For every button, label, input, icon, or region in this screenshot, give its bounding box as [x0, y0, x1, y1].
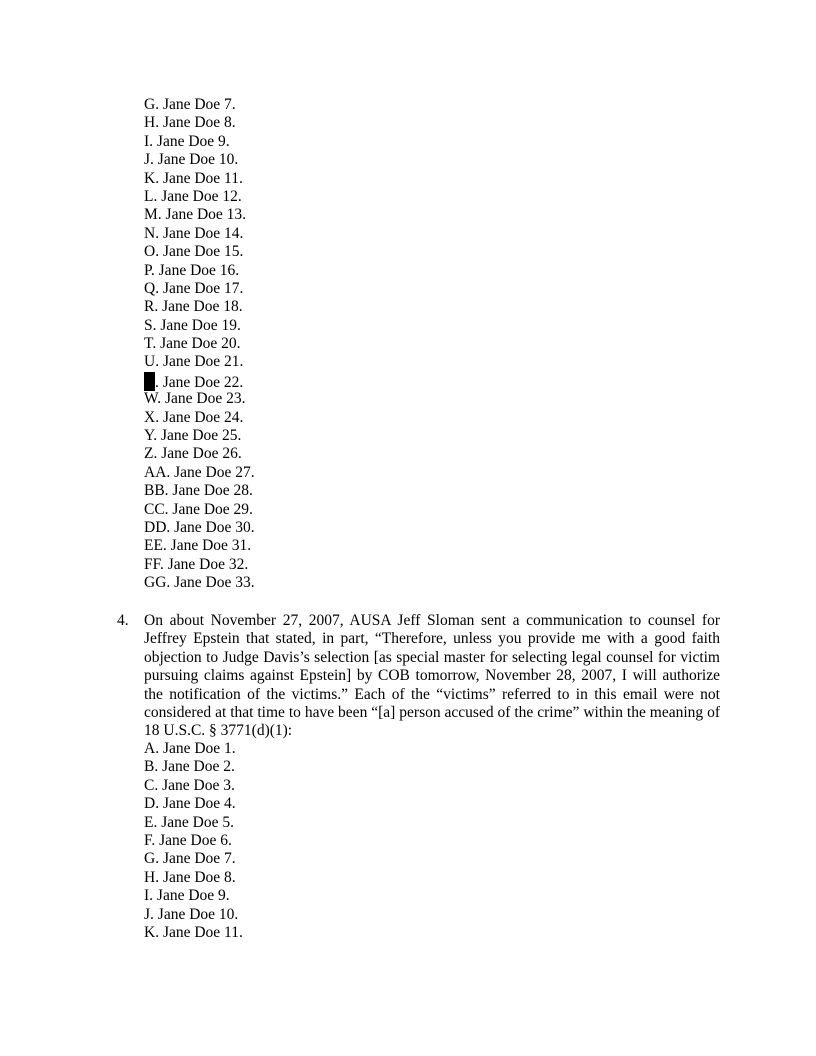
list-item: T. Jane Doe 20.: [144, 335, 241, 353]
list-item: FF. Jane Doe 32.: [144, 555, 249, 573]
paragraph-text: On about November 27, 2007, AUSA Jeff Sloman sent a communication to counsel for Jeffrey Epstein that stated, in part, “Therefore, unless you provide me with a good faith objection to Judge Davis’s selection [as special master for selecting legal counsel for victim pursuing claims against Epstein] by COB tomorrow, November 28, 2007, I will authorize the notification of the victims.” Each of the “victims” referred to in this email were not considered at that time to have been “[a] person accused of the crime” within the meaning of 18 U.S.C. § 3771(d)(1):: [144, 612, 720, 740]
list-item: X. Jane Doe 24.: [144, 408, 244, 426]
list-item: Z. Jane Doe 26.: [144, 445, 242, 463]
list-item: I. Jane Doe 9.: [144, 132, 230, 150]
list-item: A. Jane Doe 1.: [144, 740, 236, 757]
list-item: Y. Jane Doe 25.: [144, 427, 242, 445]
list-item: BB. Jane Doe 28.: [144, 482, 253, 500]
list-item: B. Jane Doe 2.: [144, 758, 235, 776]
list-item: O. Jane Doe 15.: [144, 243, 244, 261]
list-item: CC. Jane Doe 29.: [144, 500, 253, 518]
list-item: DD. Jane Doe 30.: [144, 518, 255, 536]
list-item: K. Jane Doe 11.: [144, 169, 243, 187]
list-item: Q. Jane Doe 17.: [144, 279, 244, 297]
list-item-redacted: [144, 372, 255, 390]
list-item: J. Jane Doe 10.: [144, 151, 239, 169]
list-item: H. Jane Doe 8.: [144, 868, 236, 886]
list-item: H. Jane Doe 8.: [144, 114, 236, 132]
list-item: EE. Jane Doe 31.: [144, 537, 252, 555]
list-item: G. Jane Doe 7.: [144, 850, 236, 868]
jane-doe-list: [144, 740, 243, 942]
list-item: F. Jane Doe 6.: [144, 831, 232, 849]
list-item: W. Jane Doe 23.: [144, 390, 246, 408]
list-item: K. Jane Doe 11.: [144, 923, 243, 941]
list-item: C. Jane Doe 3.: [144, 776, 235, 794]
redaction-box: [144, 372, 155, 391]
list-item: J. Jane Doe 10.: [144, 905, 239, 923]
list-item: U. Jane Doe 21.: [144, 353, 244, 371]
list-item: R. Jane Doe 18.: [144, 298, 243, 316]
list-item: P. Jane Doe 16.: [144, 261, 240, 279]
list-item: M. Jane Doe 13.: [144, 206, 247, 224]
jane-doe-list-continued: [144, 96, 255, 593]
list-item: D. Jane Doe 4.: [144, 795, 236, 813]
list-item-text: . Jane Doe 22.: [155, 373, 244, 391]
list-item: G. Jane Doe 7.: [144, 96, 236, 113]
list-item: GG. Jane Doe 33.: [144, 574, 255, 592]
list-item: S. Jane Doe 19.: [144, 316, 241, 334]
list-item: E. Jane Doe 5.: [144, 813, 234, 831]
numbered-paragraph: [117, 612, 720, 741]
list-item: I. Jane Doe 9.: [144, 887, 230, 905]
paragraph-number: 4.: [117, 612, 129, 629]
list-item: N. Jane Doe 14.: [144, 224, 244, 242]
list-item: L. Jane Doe 12.: [144, 187, 242, 205]
list-item: AA. Jane Doe 27.: [144, 463, 255, 481]
